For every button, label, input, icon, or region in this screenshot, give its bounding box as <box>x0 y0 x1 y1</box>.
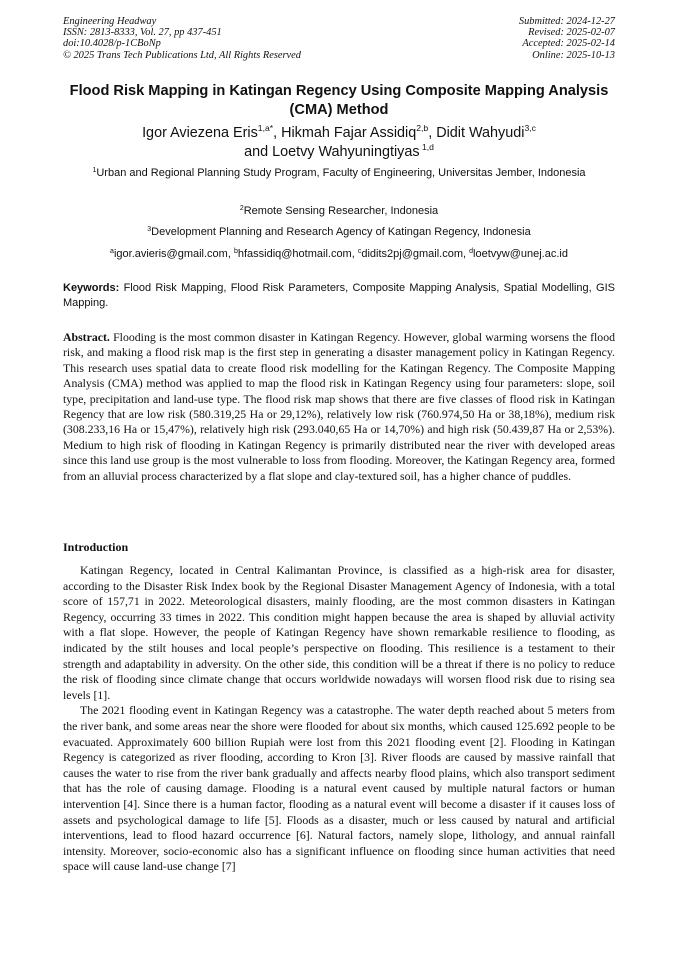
affiliation-text: Remote Sensing Researcher, Indonesia <box>243 205 439 217</box>
author-affiliation-marker: 1,a* <box>257 123 274 133</box>
date-revised: Revised: 2025-02-07 <box>528 27 615 39</box>
author-affiliation-marker: 1,d <box>419 142 434 153</box>
affiliation-number: 1 <box>92 167 97 174</box>
email-link[interactable]: igor.avieris@gmail.com, <box>113 248 234 260</box>
affiliation-2 <box>63 204 615 218</box>
author-name: and Loetvy Wahyuningtiyas <box>244 144 420 161</box>
affiliation-1 <box>63 166 615 180</box>
email-marker: c <box>357 248 362 255</box>
email-marker: d <box>469 248 474 255</box>
journal-info <box>63 16 301 61</box>
author-list <box>63 124 615 162</box>
journal-name: Engineering Headway <box>63 16 157 27</box>
date-submitted: Submitted: 2024-12-27 <box>518 16 615 27</box>
author-name: Hikmah Fajar Assidiq <box>281 125 417 141</box>
paper-title: Flood Risk Mapping in Katingan Regency Using Composite Mapping Analysis (CMA) Method <box>69 83 609 118</box>
email-marker: b <box>233 248 238 255</box>
affiliation-number: 2 <box>239 205 244 212</box>
author-emails <box>63 247 615 261</box>
email-link[interactable]: hfassidiq@hotmail.com, <box>237 248 358 260</box>
date-online: Online: 2025-10-13 <box>532 49 615 61</box>
email-link[interactable]: loetvyw@unej.ac.id <box>473 248 568 260</box>
author-separator: , <box>273 125 282 141</box>
author-name: Igor Aviezena Eris <box>142 125 258 141</box>
author-separator: , <box>428 125 437 141</box>
affiliation-3 <box>63 225 615 239</box>
abstract-label: Abstract. <box>63 330 110 344</box>
keywords-text: Flood Risk Mapping, Flood Risk Parameters, Composite Mapping Analysis, Spatial Modelling, GIS Mapping. <box>63 282 615 309</box>
keywords <box>63 281 615 310</box>
keywords-label: Keywords: <box>63 282 120 294</box>
author-affiliation-marker: 3,c <box>524 123 536 133</box>
publication-dates <box>519 16 615 61</box>
section-heading-introduction: Introduction <box>63 540 129 554</box>
email-marker: a <box>110 248 114 255</box>
abstract <box>63 330 615 484</box>
author-affiliation-marker: 2,b <box>416 123 429 133</box>
journal-issn: ISSN: 2813-8333, Vol. 27, pp 437-451 <box>63 27 222 39</box>
introduction-body <box>63 563 615 875</box>
paragraph: Katingan Regency, located in Central Kalimantan Province, is classified as a high-risk area for disaster, according to the Disaster Risk Index book by the Regional Disaster Management Agency of Indonesia, with a total score of 157,71 in 2022. Meteorological disasters, mainly flooding, are the most common disasters in Katingan Regency, occurring 33 times in 2022. This condition might happen because the area is shaped by alluvial activity with a flat slope. However, the people of Katingan Regency have shown remarkable resilience to flooding, as indicated by the stilt houses and local people’s perspective on flooding. This resilience is a testament to their strength and adaptability in adversity. On the other side, this condition will be a threat if there is no policy to reduce the risk of flooding since climate change that occurs worldwide nowadays will worsen flood risk due to rising sea levels [1]. <box>63 563 615 702</box>
affiliation-text: Development Planning and Research Agency of Katingan Regency, Indonesia <box>151 226 531 238</box>
email-link[interactable]: didits2pj@gmail.com, <box>361 248 470 260</box>
affiliation-text: Urban and Regional Planning Study Program, Faculty of Engineering, Universitas Jember, Indonesia <box>96 167 586 179</box>
affiliation-number: 3 <box>147 226 152 233</box>
author-name: Didit Wahyudi <box>436 125 525 141</box>
journal-doi: doi:10.4028/p-1CBoNp <box>63 38 161 50</box>
paragraph: The 2021 flooding event in Katingan Regency was a catastrophe. The water depth reached about 5 meters from the river bank, and some areas near the shore were flooded for about six months, which caused 125.692 people to be evacuated. Approximately 600 billion Rupiah were lost from this 2021 flooding event [2]. Flooding in Katingan Regency is categorized as river flooding, according to Kron [3]. River floods are caused by massive rainfall that causes the water to rise from the river bank gradually and affects nearby flood plains, which also transport sediment that has the role of causing damage. Flooding is a natural event caused by multiple natural factors or human intervention [4]. Since there is a human factor, flooding as a natural event will become a disaster if it causes loss of assets and psychological damage to life [5]. Floods as a disaster, much or less caused by natural and artificial interventions, lead to flood hazard occurrence [6]. Natural factors, namely slope, lithology, and annual rainfall intensity. Moreover, socio-economic also has a significant influence on flooding since human activities that need space will cause land-use change [7] <box>63 703 615 874</box>
journal-copyright: © 2025 Trans Tech Publications Ltd, All Rights Reserved <box>63 49 301 61</box>
abstract-text: Flooding is the most common disaster in Katingan Regency. However, global warming worsens the flood risk, and making a flood risk map is the first step in generating a disaster management policy in Katingan Regency. This research uses spatial data to create flood risk modelling for the Katingan Regency. The Composite Mapping Analysis (CMA) method was applied to map the flood risk in Katingan Regency using four parameters: slope, soil type, precipitation and land-use type. The flood risk map shows that there are five classes of flood risk in Katingan Regency that are low risk (580.319,25 Ha or 29,12%), relatively low risk (760.974,50 Ha or 38,18%), medium risk (308.233,16 Ha or 15,47%), relatively high risk (293.040,65 Ha or 14,70%) and high risk (50.439,87 Ha or 2,53%). Medium to high risk of flooding in Katingan Regency is primarily distributed near the river with developed areas since this land use group is the most vulnerable to loss from flooding. Moreover, the Katingan Regency area, formed from an alluvial process characterized by a flat slope and clay-textured soil, has a higher chance of puddles. <box>63 330 615 483</box>
date-accepted: Accepted: 2025-02-14 <box>522 38 615 50</box>
